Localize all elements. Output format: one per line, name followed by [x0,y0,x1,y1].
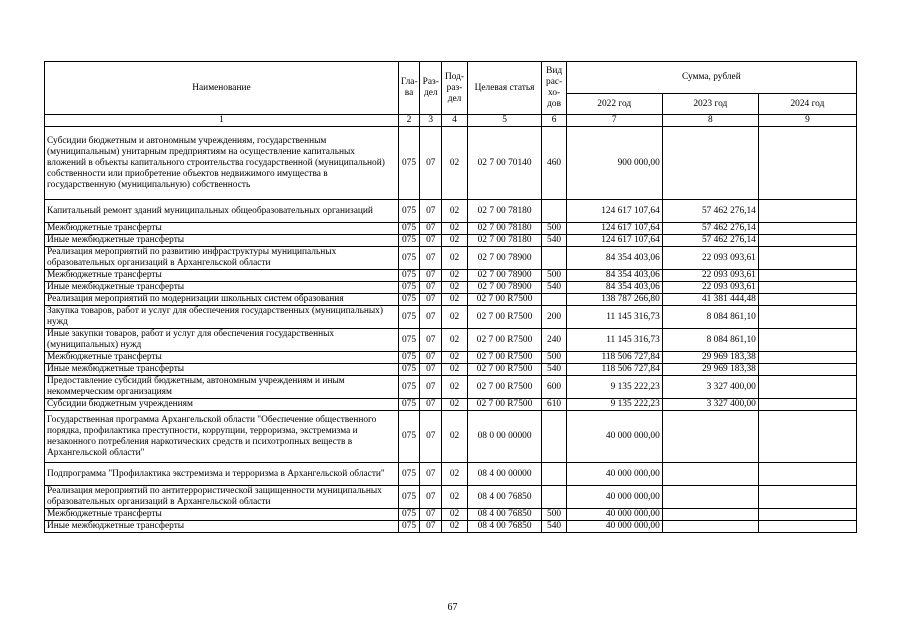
row-vid: 610 [542,399,566,411]
row-razdel: 07 [420,306,442,329]
row-name: Межбюджетные трансферты [45,509,399,521]
row-name: Государственная программа Архангельской области "Обеспечение общественного порядка, профилактика преступности, коррупции, терроризма, экстремизма и незаконного потребления наркотических средств и психотропных веществ в Архангельской области" [45,411,399,463]
row-amount-2022: 900 000,00 [566,127,662,200]
row-amount-2023: 57 462 276,14 [662,223,758,235]
table-row [45,306,857,329]
row-podrazdel: 02 [442,399,467,411]
header-podrazdel: Под-раз-дел [442,62,467,115]
row-amount-2024 [758,463,856,486]
row-podrazdel: 02 [442,127,467,200]
row-podrazdel: 02 [442,376,467,399]
header-name: Наименование [45,62,399,115]
row-target: 02 7 00 78900 [467,247,542,270]
row-razdel: 07 [420,270,442,282]
row-name: Субсидии бюджетным и автономным учреждениям, государственным (муниципальным) унитарным предприятиям на осуществление капитальных вложений в объекты капитального строительства государственной (муниципальной) собственности или приобретение объектов недвижимого имущества в государственную (муниципальную) собственность [45,127,399,200]
table-row [45,247,857,270]
row-vid [542,411,566,463]
row-name: Реализация мероприятий по модернизации школьных систем образования [45,294,399,306]
row-amount-2022: 124 617 107,64 [566,200,662,223]
row-target: 02 7 00 70140 [467,127,542,200]
table-row [45,509,857,521]
row-razdel: 07 [420,509,442,521]
row-amount-2022: 40 000 000,00 [566,509,662,521]
row-amount-2023: 29 969 183,38 [662,364,758,376]
row-name: Предоставление субсидий бюджетным, автономным учреждениям и иным некоммерческим организациям [45,376,399,399]
col-number: 5 [467,115,542,127]
header-razdel: Раз-дел [420,62,442,115]
row-name: Межбюджетные трансферты [45,223,399,235]
row-glava: 075 [398,463,419,486]
row-amount-2022: 9 135 222,23 [566,399,662,411]
row-glava: 075 [398,306,419,329]
row-podrazdel: 02 [442,352,467,364]
table-row [45,223,857,235]
row-target: 02 7 00 R7500 [467,399,542,411]
row-vid: 200 [542,306,566,329]
row-amount-2022: 11 145 316,73 [566,306,662,329]
row-vid [542,294,566,306]
table-row [45,329,857,352]
row-podrazdel: 02 [442,223,467,235]
col-number: 3 [420,115,442,127]
row-podrazdel: 02 [442,509,467,521]
row-razdel: 07 [420,200,442,223]
table-row [45,463,857,486]
row-razdel: 07 [420,352,442,364]
row-amount-2023: 29 969 183,38 [662,352,758,364]
row-amount-2024 [758,411,856,463]
row-amount-2024 [758,270,856,282]
col-number: 4 [442,115,467,127]
table-row [45,521,857,533]
row-vid: 460 [542,127,566,200]
col-number: 8 [662,115,758,127]
row-glava: 075 [398,521,419,533]
table-row [45,411,857,463]
header-vid: Вид рас-хо-дов [542,62,566,115]
row-name: Иные межбюджетные трансферты [45,364,399,376]
row-target: 02 7 00 R7500 [467,329,542,352]
row-amount-2022: 40 000 000,00 [566,521,662,533]
row-target: 02 7 00 R7500 [467,364,542,376]
row-amount-2024 [758,294,856,306]
row-razdel: 07 [420,463,442,486]
row-name: Реализация мероприятий по развитию инфраструктуры муниципальных образовательных организаций в Архангельской области [45,247,399,270]
row-podrazdel: 02 [442,364,467,376]
row-amount-2023: 8 084 861,10 [662,306,758,329]
row-glava: 075 [398,486,419,509]
row-podrazdel: 02 [442,247,467,270]
row-target: 02 7 00 R7500 [467,352,542,364]
row-amount-2024 [758,306,856,329]
table-row [45,352,857,364]
row-razdel: 07 [420,399,442,411]
row-amount-2022: 9 135 222,23 [566,376,662,399]
row-amount-2023: 3 327 400,00 [662,399,758,411]
row-glava: 075 [398,294,419,306]
row-amount-2024 [758,352,856,364]
row-glava: 075 [398,223,419,235]
row-podrazdel: 02 [442,411,467,463]
row-podrazdel: 02 [442,521,467,533]
row-target: 08 4 00 76850 [467,509,542,521]
row-glava: 075 [398,364,419,376]
row-amount-2023: 22 093 093,61 [662,282,758,294]
row-glava: 075 [398,329,419,352]
header-target: Целевая статья [467,62,542,115]
row-amount-2022: 40 000 000,00 [566,411,662,463]
row-vid: 540 [542,282,566,294]
row-amount-2024 [758,329,856,352]
row-amount-2023: 41 381 444,48 [662,294,758,306]
row-amount-2022: 84 354 403,06 [566,282,662,294]
row-vid [542,247,566,270]
table-row [45,235,857,247]
row-amount-2023 [662,127,758,200]
row-razdel: 07 [420,411,442,463]
row-amount-2023 [662,411,758,463]
col-number: 2 [398,115,419,127]
header-2024: 2024 год [758,94,856,115]
row-glava: 075 [398,200,419,223]
row-amount-2024 [758,486,856,509]
row-podrazdel: 02 [442,200,467,223]
row-razdel: 07 [420,223,442,235]
table-row [45,399,857,411]
col-number: 1 [45,115,399,127]
row-razdel: 07 [420,235,442,247]
row-glava: 075 [398,509,419,521]
row-amount-2022: 11 145 316,73 [566,329,662,352]
row-amount-2023: 57 462 276,14 [662,200,758,223]
row-podrazdel: 02 [442,306,467,329]
table-row [45,294,857,306]
row-target: 02 7 00 78180 [467,200,542,223]
row-amount-2023 [662,463,758,486]
row-amount-2023 [662,486,758,509]
row-vid: 540 [542,235,566,247]
row-glava: 075 [398,247,419,270]
row-razdel: 07 [420,247,442,270]
row-amount-2022: 84 354 403,06 [566,270,662,282]
row-vid: 540 [542,521,566,533]
row-target: 02 7 00 78900 [467,282,542,294]
row-amount-2022: 124 617 107,64 [566,235,662,247]
row-vid: 500 [542,270,566,282]
row-podrazdel: 02 [442,235,467,247]
row-amount-2024 [758,509,856,521]
row-podrazdel: 02 [442,294,467,306]
row-vid: 540 [542,364,566,376]
row-amount-2022: 40 000 000,00 [566,486,662,509]
table-row [45,200,857,223]
row-name: Реализация мероприятий по антитеррористической защищенности муниципальных образовательных организаций в Архангельской области [45,486,399,509]
row-amount-2022: 138 787 266,80 [566,294,662,306]
table-row [45,486,857,509]
row-target: 08 4 00 00000 [467,463,542,486]
row-target: 08 4 00 76850 [467,521,542,533]
row-razdel: 07 [420,294,442,306]
row-name: Субсидии бюджетным учреждениям [45,399,399,411]
row-name: Капитальный ремонт зданий муниципальных общеобразовательных организаций [45,200,399,223]
row-razdel: 07 [420,486,442,509]
table-row [45,270,857,282]
row-glava: 075 [398,270,419,282]
row-glava: 075 [398,282,419,294]
row-vid: 500 [542,223,566,235]
row-target: 08 4 00 76850 [467,486,542,509]
row-target: 02 7 00 R7500 [467,376,542,399]
row-amount-2023: 3 327 400,00 [662,376,758,399]
row-vid [542,486,566,509]
table-row [45,364,857,376]
page-number: 67 [447,602,458,613]
row-amount-2023 [662,509,758,521]
row-podrazdel: 02 [442,463,467,486]
row-glava: 075 [398,411,419,463]
row-glava: 075 [398,376,419,399]
row-podrazdel: 02 [442,282,467,294]
row-name: Иные закупки товаров, работ и услуг для обеспечения государственных (муниципальных) нужд [45,329,399,352]
row-target: 02 7 00 R7500 [467,306,542,329]
row-vid [542,463,566,486]
row-amount-2024 [758,235,856,247]
row-amount-2024 [758,376,856,399]
budget-table [44,61,857,533]
header-sum: Сумма, рублей [566,62,856,94]
row-podrazdel: 02 [442,329,467,352]
column-numbers-row [45,115,857,127]
row-razdel: 07 [420,364,442,376]
table-row [45,282,857,294]
table-row [45,376,857,399]
row-vid [542,200,566,223]
row-amount-2022: 118 506 727,84 [566,352,662,364]
col-number: 9 [758,115,856,127]
row-glava: 075 [398,352,419,364]
row-amount-2024 [758,127,856,200]
row-amount-2022: 124 617 107,64 [566,223,662,235]
row-name: Межбюджетные трансферты [45,352,399,364]
col-number: 6 [542,115,566,127]
row-name: Закупка товаров, работ и услуг для обеспечения государственных (муниципальных) нужд [45,306,399,329]
row-amount-2023: 8 084 861,10 [662,329,758,352]
row-amount-2024 [758,200,856,223]
row-name: Иные межбюджетные трансферты [45,521,399,533]
row-name: Подпрограмма "Профилактика экстремизма и терроризма в Архангельской области" [45,463,399,486]
row-podrazdel: 02 [442,270,467,282]
row-amount-2023 [662,521,758,533]
row-amount-2022: 84 354 403,06 [566,247,662,270]
row-name: Иные межбюджетные трансферты [45,235,399,247]
table-row [45,127,857,200]
row-podrazdel: 02 [442,486,467,509]
row-name: Межбюджетные трансферты [45,270,399,282]
row-amount-2022: 118 506 727,84 [566,364,662,376]
row-glava: 075 [398,399,419,411]
row-amount-2024 [758,364,856,376]
row-target: 02 7 00 78900 [467,270,542,282]
row-target: 02 7 00 78180 [467,223,542,235]
row-glava: 075 [398,235,419,247]
row-razdel: 07 [420,127,442,200]
row-amount-2024 [758,521,856,533]
row-amount-2024 [758,399,856,411]
row-razdel: 07 [420,329,442,352]
row-amount-2024 [758,282,856,294]
header-2022: 2022 год [566,94,662,115]
row-amount-2023: 22 093 093,61 [662,270,758,282]
row-vid: 500 [542,352,566,364]
row-amount-2024 [758,247,856,270]
row-vid: 240 [542,329,566,352]
col-number: 7 [566,115,662,127]
row-amount-2022: 40 000 000,00 [566,463,662,486]
row-amount-2023: 57 462 276,14 [662,235,758,247]
header-glava: Гла-ва [398,62,419,115]
row-name: Иные межбюджетные трансферты [45,282,399,294]
row-amount-2023: 22 093 093,61 [662,247,758,270]
row-amount-2024 [758,223,856,235]
header-2023: 2023 год [662,94,758,115]
row-target: 08 0 00 00000 [467,411,542,463]
row-target: 02 7 00 R7500 [467,294,542,306]
row-target: 02 7 00 78180 [467,235,542,247]
row-glava: 075 [398,127,419,200]
row-vid: 600 [542,376,566,399]
row-razdel: 07 [420,282,442,294]
row-razdel: 07 [420,521,442,533]
row-razdel: 07 [420,376,442,399]
row-vid: 500 [542,509,566,521]
